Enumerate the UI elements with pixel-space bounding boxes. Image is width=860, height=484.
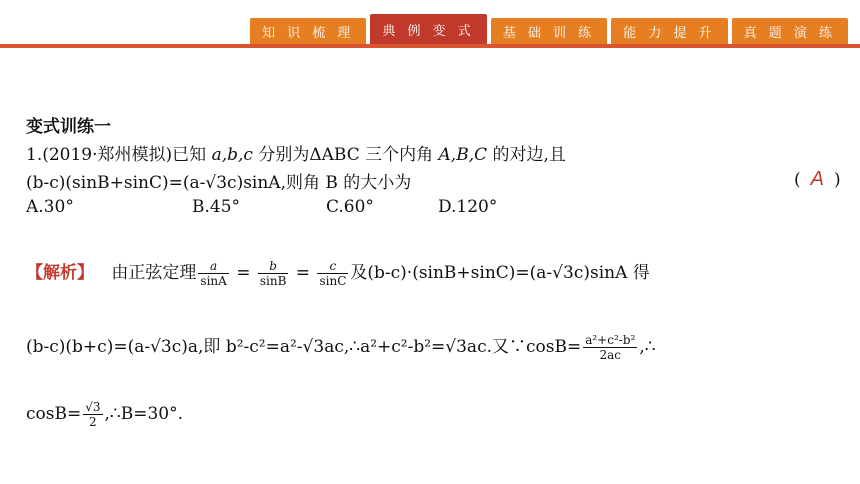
frac-den: sinB <box>259 274 287 288</box>
solution-line-3 <box>26 400 183 429</box>
tab-bar <box>250 18 848 44</box>
question-line-1 <box>26 140 566 165</box>
fraction-b-sinB <box>258 259 289 288</box>
question-end: 的对边,且 <box>492 145 566 165</box>
section-title: 变式训练一 <box>26 117 111 137</box>
frac-den: sinA <box>200 274 227 288</box>
option-d: D.120° <box>438 197 498 217</box>
tab-4[interactable]: 能 力 提 升 <box>611 18 727 44</box>
answer-bracket: ( A ) <box>794 168 841 190</box>
tab-5[interactable]: 真 题 演 练 <box>732 18 848 44</box>
frac-den: sinC <box>319 274 347 288</box>
question-line-2: (b-c)(sinB+sinC)=(a-√3c)sinA,则角 B 的大小为 <box>26 173 412 193</box>
answer-value: A <box>810 168 824 190</box>
question-vars: a,b,c <box>211 145 253 165</box>
solution-line3-a: cosB= <box>26 404 82 424</box>
fraction-c-sinC <box>317 259 348 288</box>
header-divider <box>0 44 860 48</box>
option-c: C.60° <box>326 197 374 217</box>
option-b: B.45° <box>192 197 241 217</box>
frac-den: 2ac <box>583 347 637 362</box>
frac-num: c <box>329 259 337 273</box>
frac-num: a <box>210 259 218 273</box>
frac-den: 2 <box>83 414 102 429</box>
frac-num: b <box>269 259 277 273</box>
solution-label: 【解析】 <box>26 263 94 283</box>
question-angles: A,B,C <box>438 145 488 165</box>
frac-num: a²+c²-b² <box>585 333 636 347</box>
solution-line1-rest: 及(b-c)·(sinB+sinC)=(a-√3c)sinA 得 <box>350 263 650 283</box>
option-a: A.30° <box>26 197 74 217</box>
solution-line2-a: (b-c)(b+c)=(a-√3c)a,即 b²-c²=a²-√3ac,∴a²+c²-b²=√3ac.又∵cosB= <box>26 337 582 357</box>
solution-line-1: 【解析】 由正弦定理 $\frac{a}{\sin A}$ = $\frac{b}{\sin B}$ = $\frac{c}{\sin C}$ 及(b-c)·(sinB+sinC)=(a-√3c)sinA 得 <box>26 259 650 288</box>
tab-2[interactable]: 典 例 变 式 <box>370 14 486 44</box>
tab-3[interactable]: 基 础 训 练 <box>491 18 607 44</box>
solution-line2-b: ,∴ <box>639 337 656 357</box>
solution-line-2 <box>26 332 656 362</box>
frac-num: √3 <box>85 400 101 414</box>
question-prefix: 1.(2019·郑州模拟)已知 <box>26 145 207 165</box>
solution-line3-b: ,∴B=30°. <box>104 404 183 424</box>
solution-intro: 由正弦定理 <box>111 263 197 283</box>
fraction-cos <box>583 333 637 362</box>
tab-1[interactable]: 知 识 梳 理 <box>250 18 366 44</box>
fraction-value <box>83 400 102 429</box>
fraction-a-sinA <box>198 259 228 288</box>
question-mid: 分别为ΔABC 三个内角 <box>258 145 434 165</box>
